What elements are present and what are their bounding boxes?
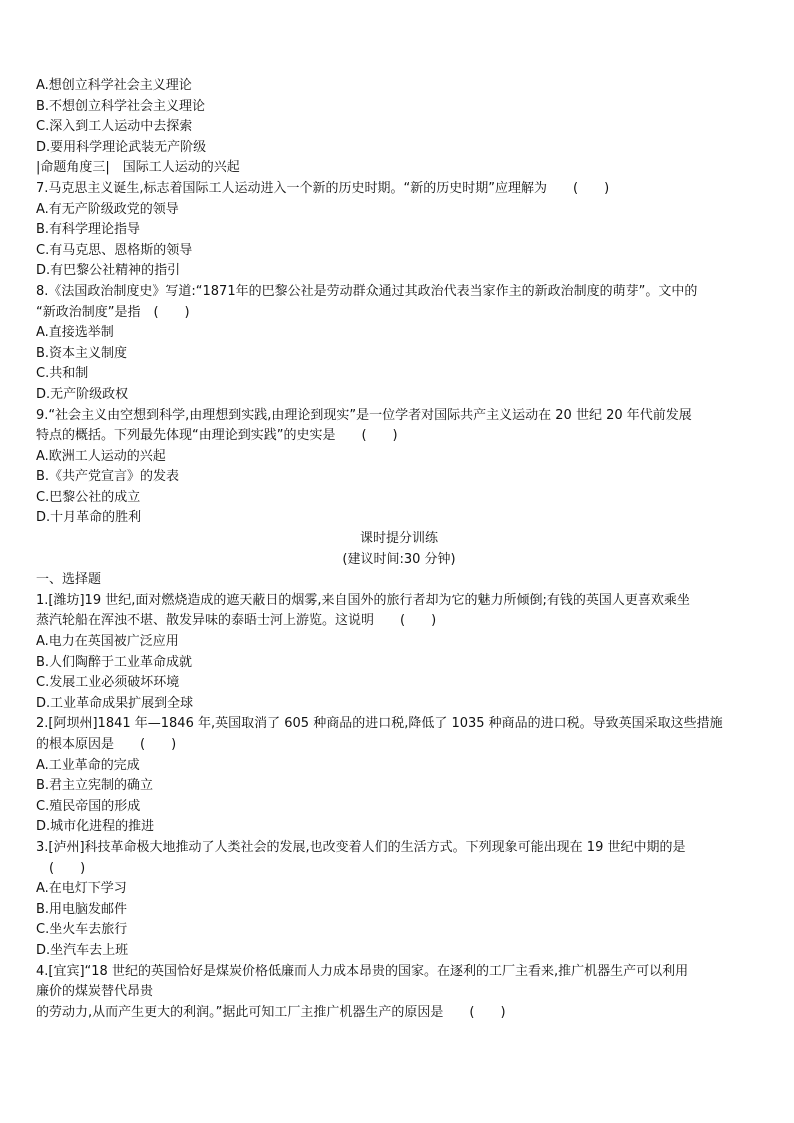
option-b: B.君主立宪制的确立	[36, 778, 154, 794]
exercise-3-stem-cont: ( )	[36, 860, 86, 876]
exercise-2-stem-cont: 的根本原因是 ( )	[36, 737, 177, 752]
question-9-stem: 9.“社会主义由空想到科学,由理想到实践,由理论到现实”是一位学者对国际共产主义运动在 20 世纪 20 年代前发展	[36, 407, 692, 423]
question-8-stem-cont: “新政治制度”是指 ( )	[36, 304, 190, 320]
option-d: D.坐汽车去上班	[36, 942, 129, 958]
option-c: C.巴黎公社的成立	[36, 489, 141, 505]
exercise-2-stem: 2.[阿坝州]1841 年—1846 年,英国取消了 605 种商品的进口税,降低了 1035 种商品的进口税。导致英国采取这些措施	[36, 716, 723, 732]
option-c: C.坐火车去旅行	[36, 922, 128, 938]
question-7-stem: 7.马克思主义诞生,标志着国际工人运动进入一个新的历史时期。“新的历史时期”应理解为 ( )	[36, 180, 610, 196]
option-b: B.不想创立科学社会主义理论	[36, 98, 206, 114]
option-d: D.要用科学理论武装无产阶级	[36, 139, 207, 155]
exercise-4-stem: 4.[宜宾]“18 世纪的英国恰好是煤炭价格低廉而人力成本昂贵的国家。在逐利的工厂主看来,推广机器生产可以利用	[36, 963, 689, 979]
exercise-1-stem-cont: 蒸汽轮船在浑浊不堪、散发异味的泰晤士河上游览。这说明 ( )	[36, 613, 437, 629]
exercise-4-stem-cont: 廉价的煤炭替代昂贵	[36, 984, 154, 1000]
option-a: A.电力在英国被广泛应用	[36, 634, 179, 650]
document-content	[36, 76, 762, 1023]
option-c: C.深入到工人运动中去探索	[36, 119, 193, 135]
question-9-stem-cont: 特点的概括。下列最先体现“由理论到实践”的史实是 ( )	[36, 428, 398, 444]
option-b: B.《共产党宣言》的发表	[36, 469, 180, 485]
section-heading: |命题角度三| 国际工人运动的兴起	[36, 160, 240, 176]
option-c: C.有马克思、恩格斯的领导	[36, 242, 193, 258]
exercise-4-stem-cont: 的劳动力,从而产生更大的利润。”据此可知工厂主推广机器生产的原因是 ( )	[36, 1004, 506, 1020]
option-d: D.城市化进程的推进	[36, 819, 155, 835]
option-c: C.共和制	[36, 366, 89, 382]
option-b: B.人们陶醉于工业革命成就	[36, 654, 193, 670]
option-d: D.工业革命成果扩展到全球	[36, 695, 194, 711]
training-time: (建议时间:30 分钟)	[342, 551, 456, 567]
option-a: A.有无产阶级政党的领导	[36, 201, 179, 217]
option-a: A.在电灯下学习	[36, 881, 127, 897]
option-a: A.想创立科学社会主义理论	[36, 78, 192, 93]
option-c: C.发展工业必须破坏环境	[36, 675, 180, 691]
option-d: D.有巴黎公社精神的指引	[36, 263, 181, 279]
question-8-stem: 8.《法国政治制度史》写道:“1871年的巴黎公社是劳动群众通过其政治代表当家作主的新政治制度的萌芽”。文中的	[36, 283, 698, 299]
option-b: B.资本主义制度	[36, 345, 128, 361]
exercise-3-stem: 3.[泸州]科技革命极大地推动了人类社会的发展,也改变着人们的生活方式。下列现象可能出现在 19 世纪中期的是	[36, 839, 686, 855]
option-a: A.直接选举制	[36, 325, 114, 341]
section-multiple-choice: 一、选择题	[36, 572, 102, 588]
option-b: B.用电脑发邮件	[36, 901, 128, 917]
option-c: C.殖民帝国的形成	[36, 798, 141, 814]
training-title: 课时提分训练	[359, 531, 438, 547]
option-d: D.无产阶级政权	[36, 386, 129, 402]
exercise-1-stem: 1.[潍坊]19 世纪,面对燃烧造成的遮天蔽日的烟雾,来自国外的旅行者却为它的魅力所倾倒;有钱的英国人更喜欢乘坐	[36, 592, 690, 608]
option-b: B.有科学理论指导	[36, 222, 141, 238]
option-a: A.欧洲工人运动的兴起	[36, 448, 166, 464]
option-d: D.十月革命的胜利	[36, 510, 142, 526]
option-a: A.工业革命的完成	[36, 757, 140, 773]
